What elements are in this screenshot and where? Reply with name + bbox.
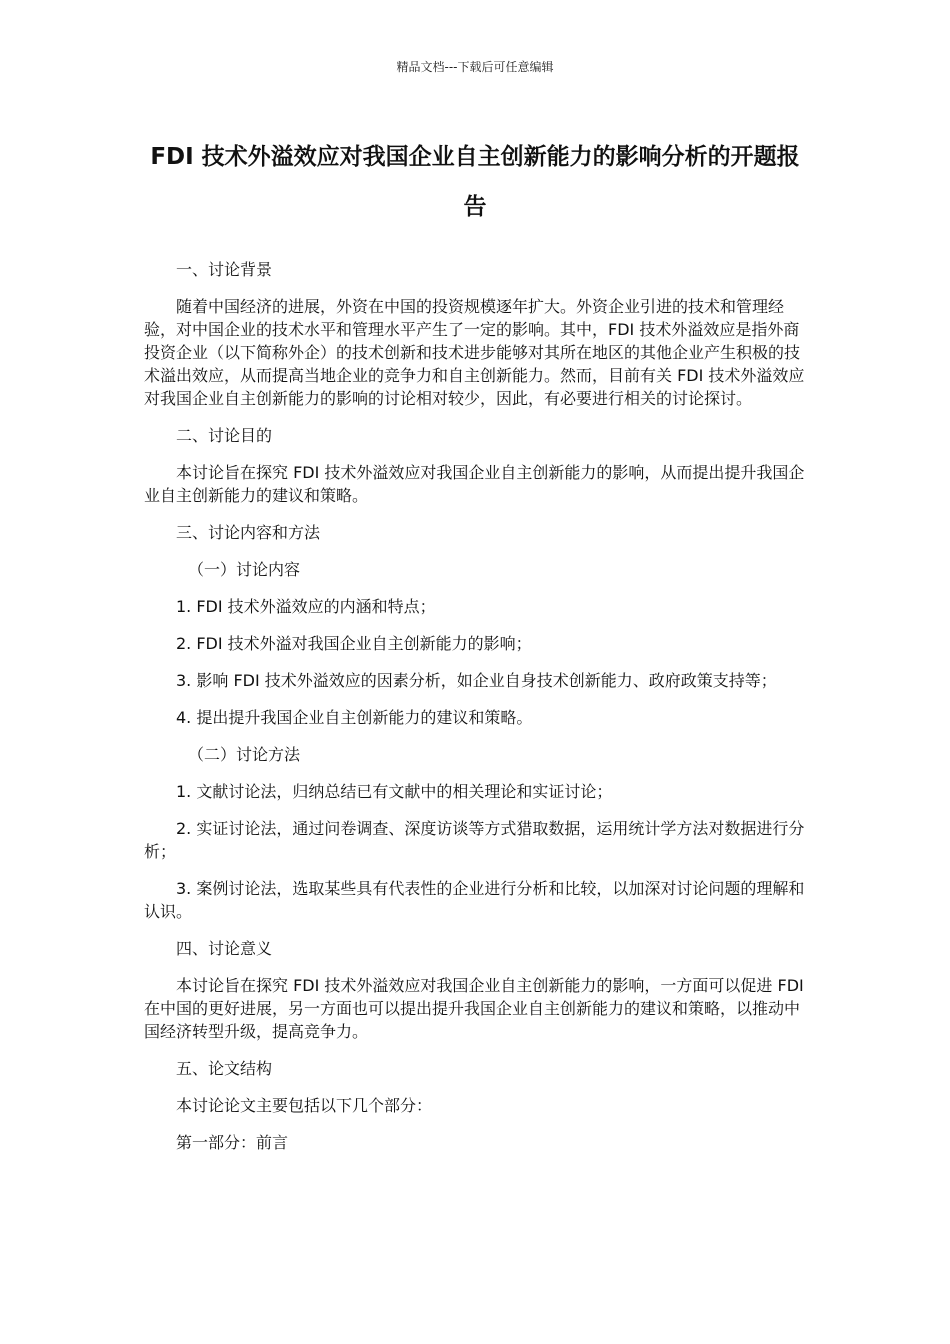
section-heading-structure: 五、论文结构 bbox=[176, 1059, 273, 1078]
list-item-content-2: 2. FDI 技术外溢对我国企业自主创新能力的影响； bbox=[176, 634, 532, 653]
list-item-content-3: 3. 影响 FDI 技术外溢效应的因素分析，如企业自身技术创新能力、政府政策支持等； bbox=[176, 671, 777, 690]
subheading-research-method: （二）讨论方法 bbox=[188, 745, 301, 764]
list-item-method-1: 1. 文献讨论法，归纳总结已有文献中的相关理论和实证讨论； bbox=[176, 782, 613, 801]
document-body bbox=[144, 258, 806, 1168]
subheading-research-content: （一）讨论内容 bbox=[188, 560, 301, 579]
list-item-content-4: 4. 提出提升我国企业自主创新能力的建议和策略。 bbox=[176, 708, 533, 727]
document-title: FDI 技术外溢效应对我国企业自主创新能力的影响分析的开题报告 bbox=[150, 144, 800, 220]
section-heading-content-method: 三、讨论内容和方法 bbox=[176, 523, 321, 542]
section-heading-purpose: 二、讨论目的 bbox=[176, 426, 273, 445]
paragraph-purpose: 本讨论旨在探究 FDI 技术外溢效应对我国企业自主创新能力的影响，从而提出提升我国企业自主创新能力的建议和策略。 bbox=[144, 463, 805, 505]
list-item-method-3: 3. 案例讨论法，选取某些具有代表性的企业进行分析和比较，以加深对讨论问题的理解和认识。 bbox=[144, 879, 805, 921]
paragraph-structure-intro: 本讨论论文主要包括以下几个部分： bbox=[176, 1096, 433, 1115]
list-item-method-2: 2. 实证讨论法，通过问卷调查、深度访谈等方式猎取数据，运用统计学方法对数据进行分析； bbox=[144, 819, 805, 861]
section-heading-background: 一、讨论背景 bbox=[176, 260, 273, 279]
section-heading-significance: 四、讨论意义 bbox=[176, 939, 273, 958]
page-header-note: 精品文档---下载后可任意编辑 bbox=[396, 60, 554, 74]
paragraph-background: 随着中国经济的进展，外资在中国的投资规模逐年扩大。外资企业引进的技术和管理经验，对中国企业的技术水平和管理水平产生了一定的影响。其中，FDI 技术外溢效应是指外商投资企业（以下简称外企）的技术创新和技术进步能够对其所在地区的其他企业产生积极的技术溢出效应，从而提高当地企业的竞争力和自主创新能力。然而，目前有关 FDI 技术外溢效应对我国企业自主创新能力的影响的讨论相对较少，因此，有必要进行相关的讨论探讨。 bbox=[144, 297, 805, 408]
list-item-content-1: 1. FDI 技术外溢效应的内涵和特点； bbox=[176, 597, 436, 616]
structure-part-1: 第一部分：前言 bbox=[176, 1133, 289, 1152]
paragraph-significance: 本讨论旨在探究 FDI 技术外溢效应对我国企业自主创新能力的影响，一方面可以促进 FDI 在中国的更好进展，另一方面也可以提出提升我国企业自主创新能力的建议和策略，以推动中国经济转型升级，提高竞争力。 bbox=[144, 976, 804, 1041]
